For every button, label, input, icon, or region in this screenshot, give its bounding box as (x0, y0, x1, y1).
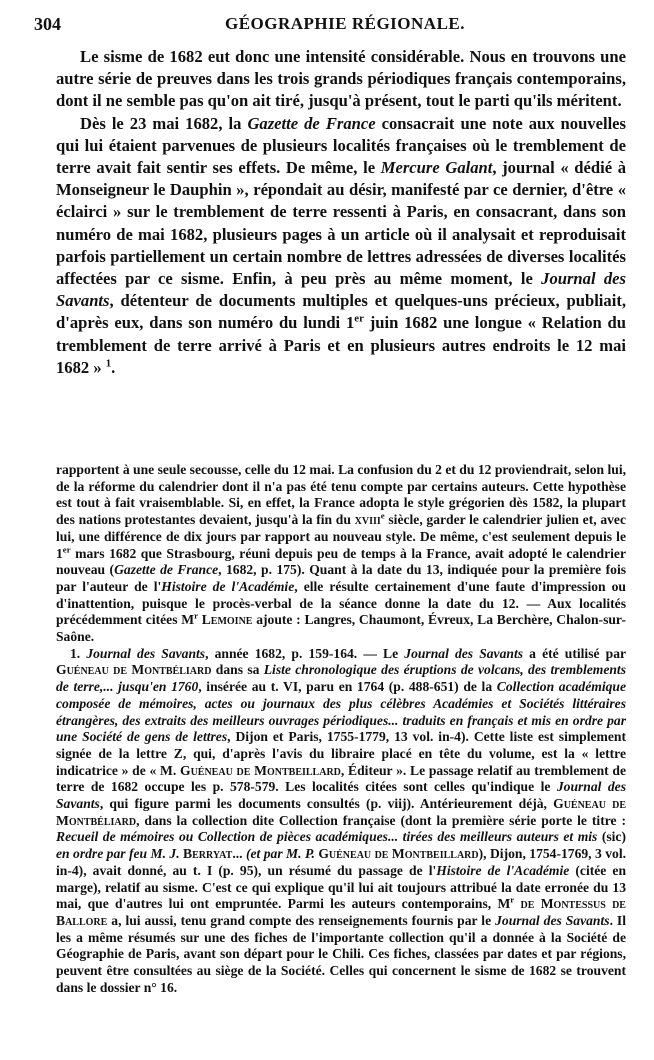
paragraph-2: Dès le 23 mai 1682, la Gazette de France consacrait une note aux nouvelles qui lui étaient parvenues de plusieurs localités françaises où le tremblement de terre avait fait sentir ses effets. De même, le Mercure Galant, journal « dédié à Monseigneur le Dauphin », répondait au désir, manifesté par ce dernier, d'être « éclairci » sur le tremblement de terre ressenti à Paris, en consacrant, dans son numéro de mai 1682, plusieurs pages à un article où il analysait et reproduisait parfois partiellement un certain nombre de lettres adressées de diverses localités affectées par ce sisme. Enfin, à peu près au même moment, le Journal des Savants, détenteur de documents multiples et quelques-uns précieux, publiait, d'après eux, dans son numéro du lundi 1er juin 1682 une longue « Relation du tremblement de terre arrivé à Paris et en plusieurs autres endroits le 12 mai 1682 » $^1$. (56, 113, 627, 377)
page-header (34, 14, 626, 38)
main-text (56, 46, 626, 379)
gazette-title: Gazette de France (247, 113, 376, 133)
footnote-ref-1: 1 (105, 357, 112, 370)
footnote-1: 1. Journal des Savants, année 1682, p. 159-164. — Le Journal des Savants a été utilisé par Guéneau de Montbéliard dans sa Liste chronologique des éruptions de volcans, des tremblements de terre,... jusqu'en 1760, insérée au t. VI, paru en 1764 (p. 488-651) de la Collection académique composée de mémoires, actes ou journaux des plus célèbres Académies et Sociétés littéraires étrangères, des extraits des meilleurs ouvrages périodiques... traduits en français et mis en ordre par une Société de gens de lettres, Dijon et Paris, 1755-1779, 13 vol. in-4). Cette liste est simplement signée de la lettre Z, qui, d'après l'avis du libraire placé en tête du volume, est la « lettre indicatrice » de « M. Guéneau de Montbeillard, Éditeur ». Le passage relatif au tremblement de terre de 1682 occupe les p. 578-579. Les localités citées sont celles qu'indique le Journal des Savants, qui figure parmi les documents consultés (p. viij). Antérieurement déjà, Guéneau de Montbéliard, dans la collection dite Collection française (dont la première série porte le titre : Recueil de mémoires ou Collection de pièces académiques... tirées des meilleurs auteurs et mis (sic) en ordre par feu M. J. Berryat... (et par M. P. Guéneau de Montbeillard), Dijon, 1754-1769, 3 vol. in-4), avait donné, au t. I (p. 95), un résumé du passage de l'Histoire de l'Académie (citée en marge), relatif au sisme. C'est ce qui explique qu'il lui ait toujours attribué la date erronée du 13 mai, que d'autres lui ont empruntée. Parmi les auteurs contemporains, $M^r$ de Montessus de Ballore a, lui aussi, tenu grand compte des renseignements fournis par le Journal des Savants. Il les a même résumés sur une des fiches de l'importante collection qu'il a donnée à la Société de Géographie de Paris, avant son départ pour le Chili. Ces fiches, classées par dates et par régions, peuvent être consultées au siège de la Société. Celles qui concernent le sisme de 1682 se trouvent dans le dossier n° 16. (56, 645, 627, 995)
paragraph-1: Le sisme de 1682 eut donc une intensité considérable. Nous en trouvons une autre série de preuves dans les trois grands périodiques français contemporains, dont il ne semble pas qu'on ait tiré, jusqu'à présent, tout le parti qu'ils méritent. (56, 47, 626, 111)
journal-title: Journal des Savants (56, 269, 626, 311)
footnote-continuation: rapportent à une seule secousse, celle du 12 mai. La confusion du 2 et du 12 proviendrait, selon lui, de la réforme du calendrier dont il n'a pas été tenu compte par certains auteurs. Cette hypothèse est tout à fait vraisemblable. Si, en effet, la France adopta le style grégorien dès 1582, la plupart des nations protestantes devaient, jusqu'à la fin du xviii$^e$ siècle, garder le calendrier julien et, avec lui, une différence de dix jours par rapport au nouveau style. De même, c'est seulement depuis le 1er mars 1682 que Strasbourg, réuni depuis peu de temps à la France, avait adopté le calendrier nouveau (Gazette de France, 1682, p. 175). Quant à la date du 13, indiquée pour la première fois par l'auteur de l'Histoire de l'Académie, elle résulte certainement d'une faute d'impression ou d'inattention, puisque le procès-verbal de la séance donne la date du 12. — Aux localités précédemment citées $M^r$ Lemoine ajoute : Langres, Chaumont, Évreux, La Berchère, Chalon-sur-Saône. (56, 462, 627, 645)
running-title: GÉOGRAPHIE RÉGIONALE. (224, 14, 466, 33)
mercure-title: Mercure Galant (380, 158, 493, 178)
page-number: 304 (34, 14, 61, 34)
footnotes (56, 462, 626, 997)
